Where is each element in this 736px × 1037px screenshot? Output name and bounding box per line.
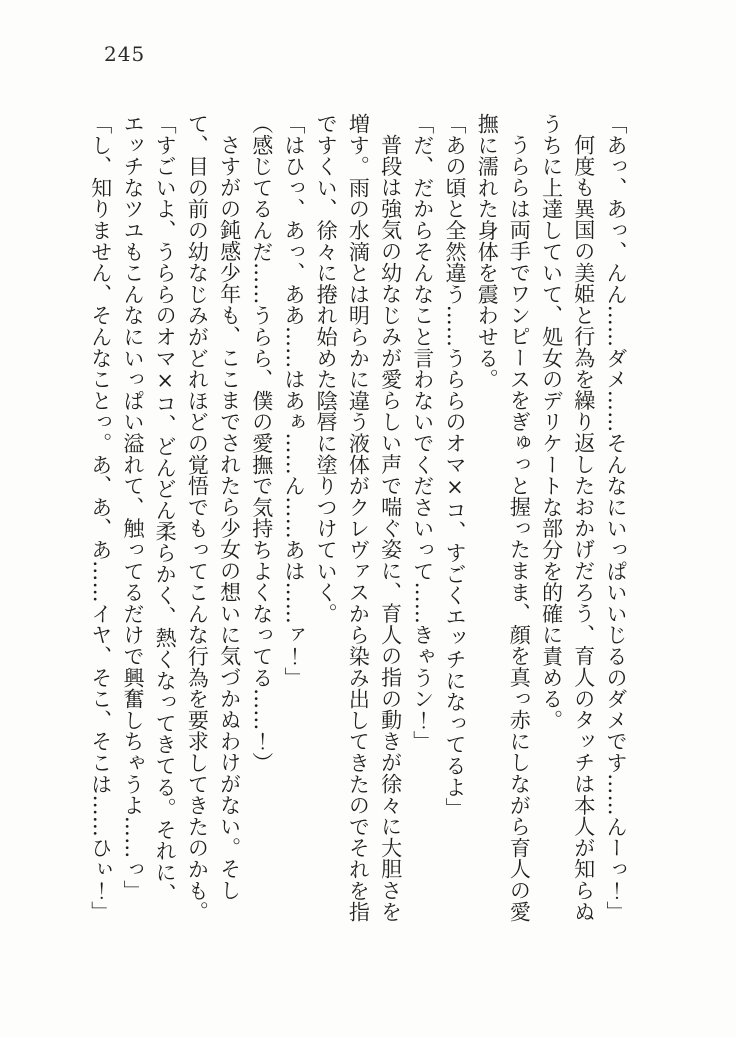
paragraph-dialogue-3: 「だ、だからそんなこと言わないでくださいって……きゃうン！」 [410,113,435,752]
paragraph-dialogue-6: 「し、知りません、そんなことっ。あ、あ、あ……イヤ、そこ、そこは……ひぃ！」 [88,113,113,923]
paragraph-dialogue-4: 「はひっ、あっ、ああ……はあぁ……ん……あは……ァ！」 [281,113,306,689]
body-text [84,113,632,925]
paragraph-dialogue-5: 「すごいよ、うららのオマ×コ、どんどん柔らかく、熱くなってきてる。それに、エッチなツユもこんなにいっぱい溢れて、触ってるだけで興奮しちゃうよ……っ」 [120,113,178,905]
paragraph-dialogue-2: 「あの頃と全然違う……うららのオマ×コ、すごくエッチになってるよ」 [442,113,467,819]
paragraph-narration-2: うららは両手でワンピースをぎゅっと握ったまま、顔を真っ赤にしながら育人の愛撫に濡れた身体を震わせる。 [475,113,532,923]
paragraph-narration-4: さすがの鈍感少年も、ここまでされたら少女の想いに気づかぬわけがない。そして、目の前の幼なじみがどれほどの覚悟でもってこんな行為を要求してきたのかも。 [185,113,242,923]
page-number: 245 [104,42,146,66]
paragraph-dialogue-1: 「あっ、あっ、んん……ダメ……そんなにいっぱいいじるのダメです……んーっ！」 [604,113,628,923]
paragraph-thought-1: （感じてるんだ……うらら、僕の愛撫で気持ちよくなってる……！） [249,113,274,774]
paragraph-narration-1: 何度も異国の美姫と行為を繰り返したおかげだろう、育人のタッチは本人が知らぬうちに上達していて、処女のデリケートな部分を的確に責める。 [539,113,596,923]
paragraph-narration-3: 普段は強気の幼なじみが愛らしい声で喘ぐ姿に、育人の指の動きが徐々に大胆さを増す。雨の水滴とは明らかに違う液体がクレヴァスから染み出してきたのでそれを指ですくい、徐々に捲れ始めた陰唇に塗りつけていく。 [314,113,403,923]
